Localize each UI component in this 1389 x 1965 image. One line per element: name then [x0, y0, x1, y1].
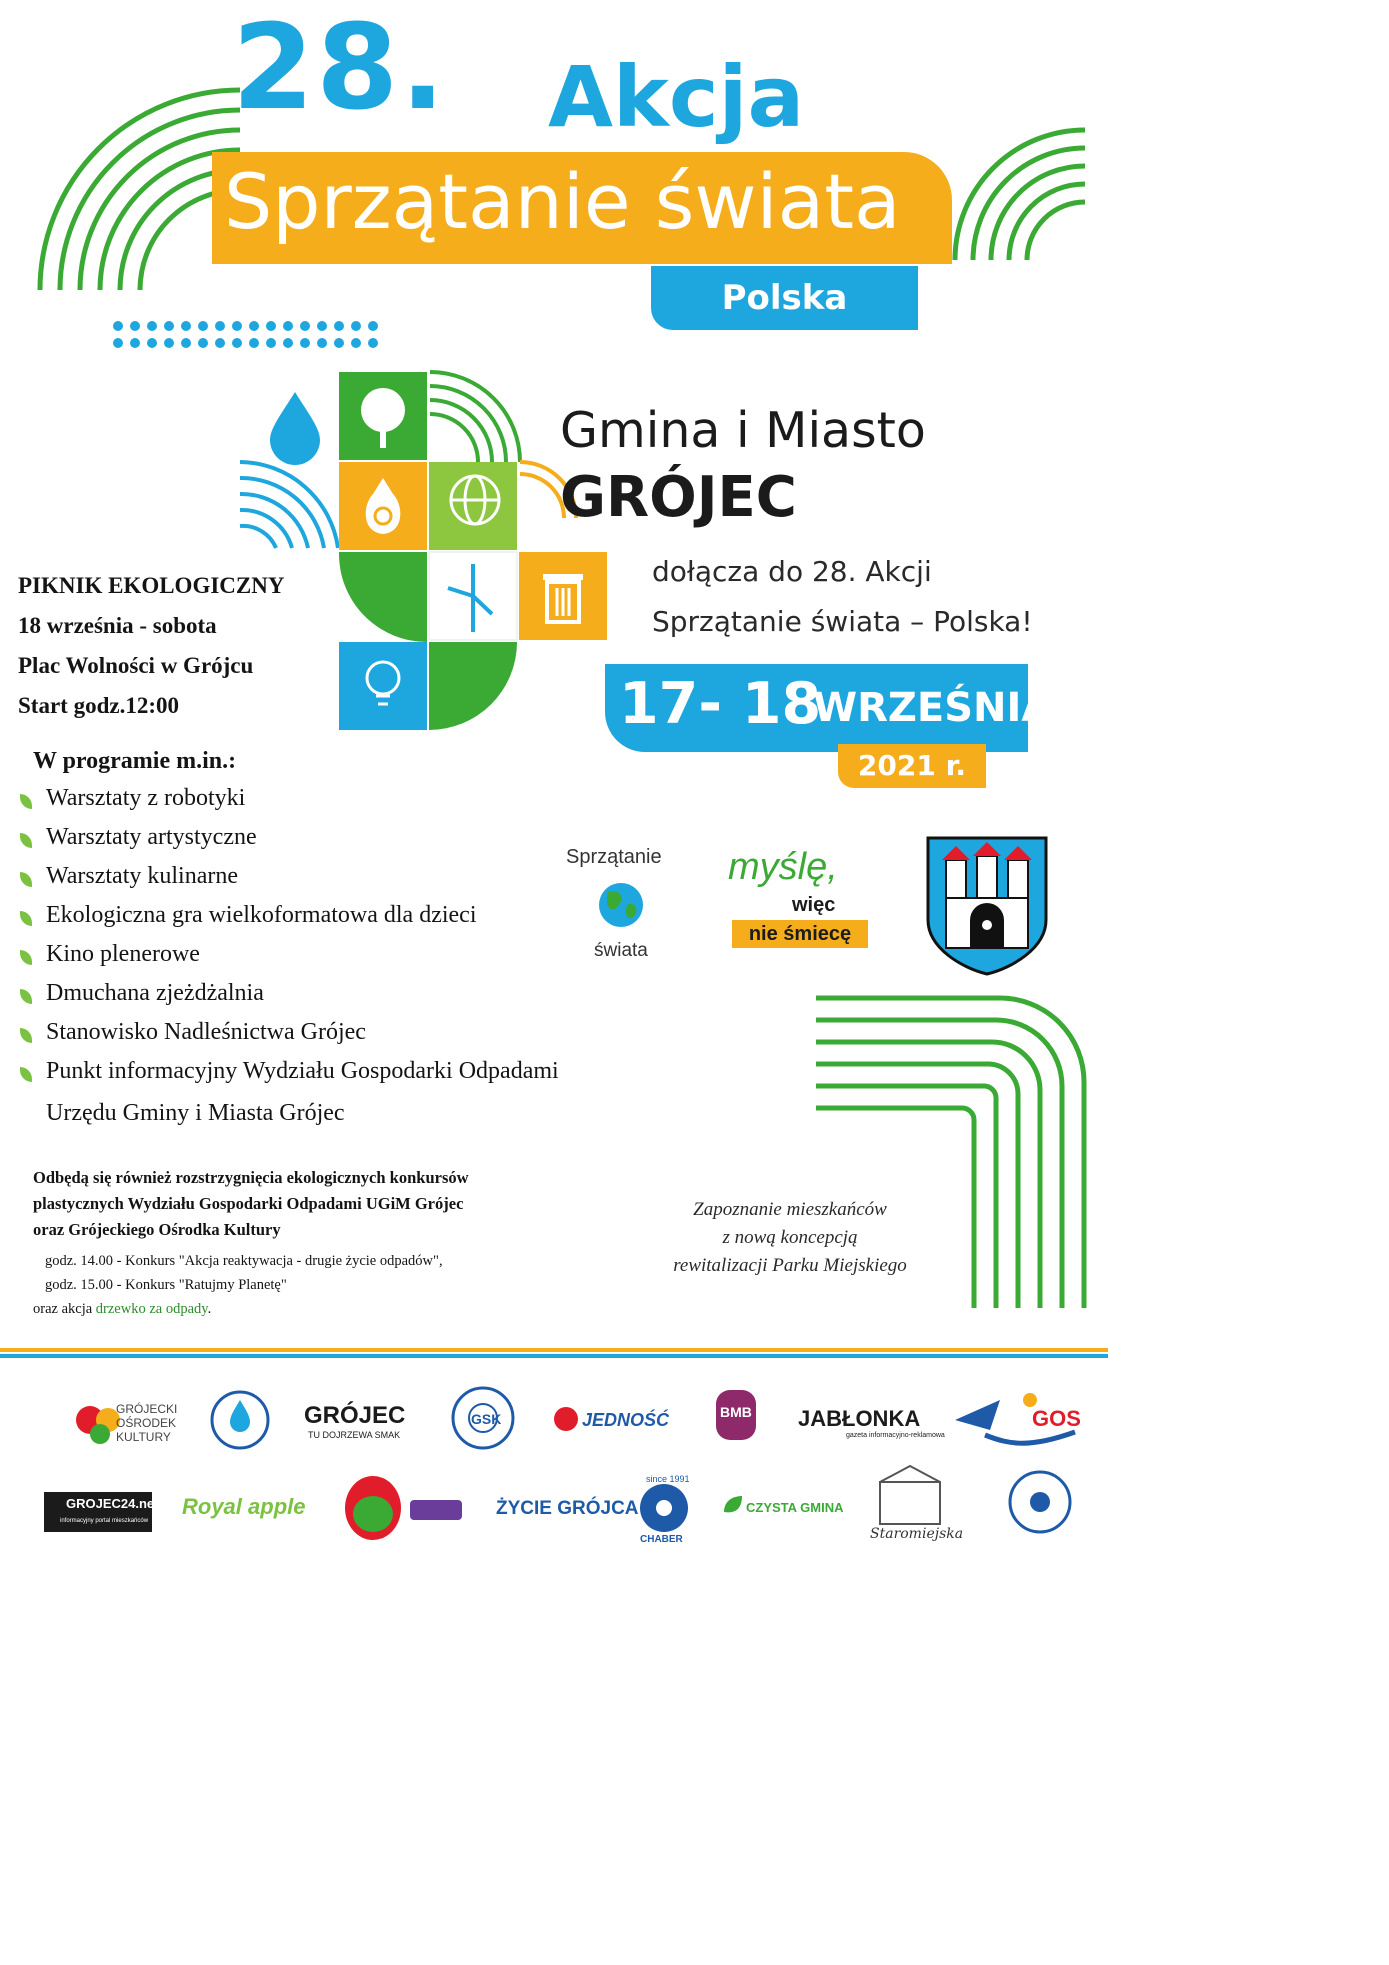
joins-line1: dołącza do 28. Akcji [652, 555, 932, 588]
list-item [18, 825, 559, 864]
list-item-text: Dmuchana zjeżdżalnia [46, 980, 264, 1006]
sponsor-jablonka: JABŁONKA [798, 1406, 921, 1431]
country-badge: Polska [651, 266, 918, 330]
sponsor-gok-line1: GRÓJECKI [116, 1402, 178, 1416]
sponsor-chaber-since: since 1991 [646, 1474, 690, 1484]
park-note-line1: Zapoznanie mieszkańców [693, 1199, 887, 1220]
sponsor-restauracja: Staromiejska [870, 1526, 964, 1542]
tile-green-quarter-icon [339, 552, 427, 642]
bin-icon [543, 574, 583, 622]
grojec-coat-of-arms-icon [928, 838, 1046, 974]
leaf-bullet-icon [20, 989, 32, 1004]
sponsor-gok [116, 1402, 177, 1444]
gok-logo-icon [76, 1406, 120, 1444]
organizer-line1: Gmina i Miasto [560, 402, 926, 459]
list-item [18, 981, 559, 1020]
sprzatanie-logo-top: Sprzątanie [566, 846, 662, 868]
organizer-line2: GRÓJEC [560, 465, 797, 530]
water-utility-logo-icon [212, 1392, 268, 1448]
ola-logo-icon [345, 1476, 462, 1540]
list-item-text: Warsztaty artystyczne [46, 824, 257, 850]
green-arcs-right-icon [955, 130, 1085, 260]
nie-smiece-logo-text: nie śmiecę [732, 920, 868, 948]
water-drop-icon [270, 392, 320, 465]
date-month: WRZEŚNIA [813, 685, 1053, 731]
list-item [18, 1020, 559, 1059]
event-title: PIKNIK EKOLOGICZNY [18, 573, 285, 598]
sponsor-zycie-grojca: ŻYCIE GRÓJCA [496, 1498, 639, 1519]
contests-line3: oraz Grójeckiego Ośrodka Kultury [33, 1220, 281, 1239]
contest-schedule-2: godz. 15.00 - Konkurs "Ratujmy Planetę" [45, 1277, 287, 1293]
leaf-bullet-icon [20, 833, 32, 848]
list-item-text: Warsztaty z robotyki [46, 785, 246, 811]
title-banner [212, 152, 952, 264]
list-item [18, 864, 559, 903]
blue-dots-icon [113, 321, 378, 348]
sponsor-grojec: GRÓJEC [304, 1402, 406, 1429]
also-suffix: . [207, 1301, 212, 1317]
blue-arcs-icon [240, 462, 338, 548]
leaf-bullet-icon [20, 1067, 32, 1082]
wiec-logo-text: więc [792, 894, 836, 916]
sponsor-grojec-sub: TU DOJRZEWA SMAK [308, 1430, 401, 1440]
joins-line2: Sprzątanie świata – Polska! [652, 605, 1033, 638]
sponsor-jablonka-sub: gazeta informacyjno-reklamowa [846, 1432, 945, 1439]
park-note-line2: z nową koncepcją [722, 1227, 858, 1248]
list-item-text: Ekologiczna gra wielkoformatowa dla dzieci [46, 902, 477, 928]
sponsor-grojec24-sub: informacyjny portal mieszkańców [60, 1518, 149, 1524]
leaf-bullet-icon [20, 794, 32, 809]
sponsor-grojec24: GROJEC24.net [44, 1492, 152, 1532]
title-main-text: Sprzątanie świata [224, 157, 901, 246]
also-green-text: drzewko za odpady [95, 1301, 208, 1317]
list-item [18, 903, 559, 942]
green-arcs-left-icon [40, 90, 240, 290]
separator-blue [0, 1354, 1108, 1358]
gsk-logo-icon [453, 1388, 513, 1448]
list-item-text: Stanowisko Nadleśnictwa Grójec [46, 1019, 366, 1045]
leaf-bullet-icon [20, 911, 32, 926]
czysta-gmina-leaf-icon [724, 1496, 742, 1512]
also-line [33, 1302, 211, 1317]
tile-bulb-icon [339, 642, 427, 730]
list-item [18, 1059, 559, 1098]
sponsor-czysta-gmina: CZYSTA GMINA [746, 1500, 844, 1515]
list-item-continuation: Urzędu Gminy i Miasta Grójec [46, 1100, 345, 1126]
tile-green-quarter2-icon [429, 642, 517, 730]
sponsor-gok-line3: KULTURY [116, 1430, 171, 1444]
sponsor-jednosc: JEDNOŚĆ [582, 1410, 670, 1430]
event-start: Start godz.12:00 [18, 693, 179, 718]
jednosc-apple-icon [554, 1407, 578, 1431]
program-list [18, 786, 559, 1098]
sprzatanie-globe-icon [599, 883, 643, 927]
leaf-bullet-icon [20, 1028, 32, 1043]
also-prefix: oraz akcja [33, 1301, 96, 1317]
sponsor-gok-line2: OŚRODEK [116, 1416, 177, 1430]
list-item-text: Punkt informacyjny Wydziału Gospodarki Odpadami [46, 1058, 559, 1084]
date-year: 2021 r. [838, 744, 986, 788]
sprzatanie-logo-bottom: świata [594, 940, 648, 961]
sponsor-chaber: CHABER [640, 1534, 683, 1545]
title-akcja: Akcja [548, 48, 805, 146]
contests-line2: plastycznych Wydziału Gospodarki Odpadami UGiM Grójec [33, 1194, 464, 1213]
title-number: 28. [232, 0, 448, 136]
list-item-text: Warsztaty kulinarne [46, 863, 238, 889]
contests-line1: Odbędą się również rozstrzygnięcia ekologicznych konkursów [33, 1168, 469, 1187]
event-date: 18 września - sobota [18, 613, 217, 638]
park-note [630, 1196, 950, 1280]
park-note-line3: rewitalizacji Parku Miejskiego [673, 1255, 907, 1276]
separator-orange [0, 1348, 1108, 1352]
date-days: 17- 18 [619, 671, 822, 737]
sponsor-royal-apple: Royal apple [182, 1494, 306, 1519]
sponsor-bmb: BMB [720, 1404, 752, 1420]
sports-club-logo-icon [1010, 1472, 1070, 1532]
date-banner [605, 664, 1053, 752]
event-place: Plac Wolności w Grójcu [18, 653, 254, 678]
mysle-logo-text: myślę, [728, 846, 838, 888]
program-heading: W programie m.in.: [33, 748, 237, 774]
green-arcs-mosaic-icon [430, 372, 520, 462]
list-item-text: Kino plenerowe [46, 941, 200, 967]
svg-text:GSK: GSK [471, 1411, 502, 1427]
contests-block [33, 1165, 469, 1243]
sponsor-gos: GOS [1032, 1406, 1081, 1431]
leaf-bullet-icon [20, 872, 32, 887]
list-item [18, 786, 559, 825]
list-item [18, 942, 559, 981]
chaber-flower-icon [640, 1484, 688, 1532]
contest-schedule-1: godz. 14.00 - Konkurs "Akcja reaktywacja - drugie życie odpadów", [45, 1253, 443, 1269]
restaurant-building-icon [880, 1466, 940, 1524]
leaf-bullet-icon [20, 950, 32, 965]
